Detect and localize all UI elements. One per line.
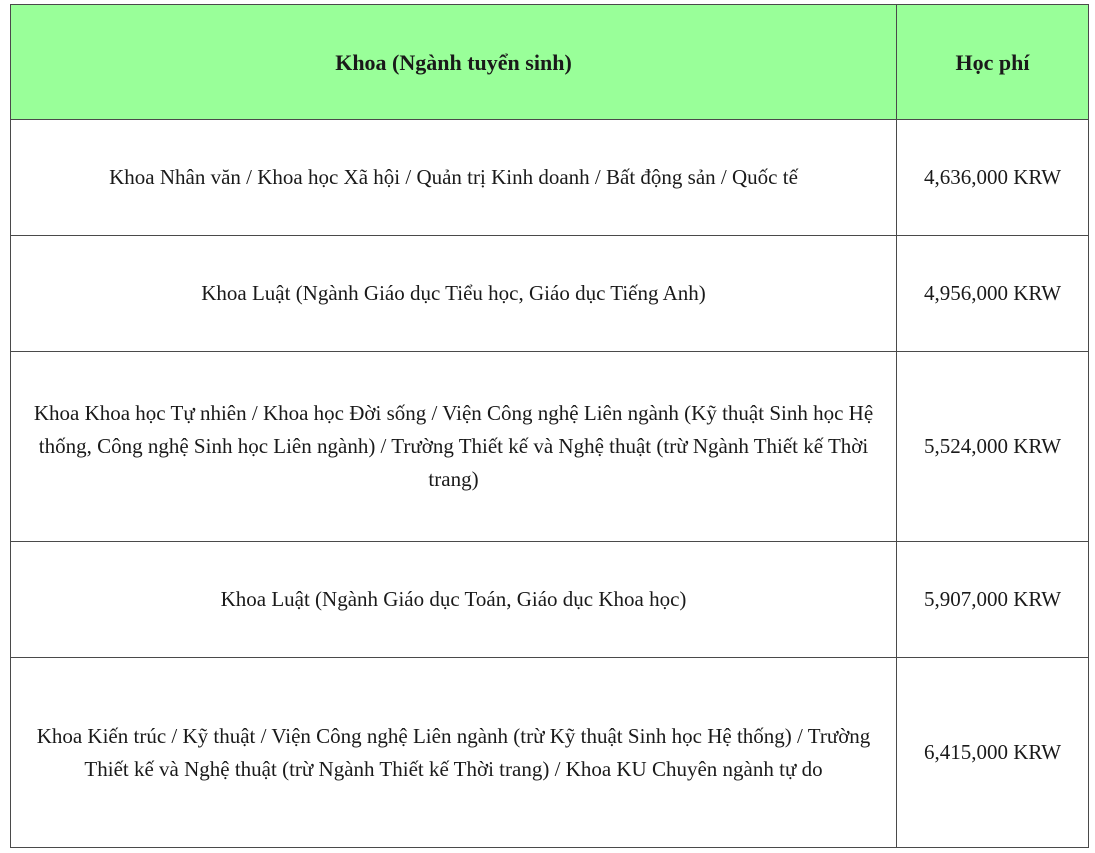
- faculty-cell: Khoa Nhân văn / Khoa học Xã hội / Quản trị Kinh doanh / Bất động sản / Quốc tế: [11, 120, 897, 236]
- faculty-cell: Khoa Khoa học Tự nhiên / Khoa học Đời sống / Viện Công nghệ Liên ngành (Kỹ thuật Sinh học Hệ thống, Công nghệ Sinh học Liên ngành) / Trường Thiết kế và Nghệ thuật (trừ Ngành Thiết kế Thời trang): [11, 352, 897, 542]
- table-header-row: [11, 5, 1089, 120]
- faculty-cell: Khoa Luật (Ngành Giáo dục Toán, Giáo dục Khoa học): [11, 542, 897, 658]
- fee-cell: 4,636,000 KRW: [897, 120, 1089, 236]
- fee-cell: 5,524,000 KRW: [897, 352, 1089, 542]
- header-faculty: Khoa (Ngành tuyển sinh): [11, 5, 897, 120]
- table-row: [11, 352, 1089, 542]
- table-row: [11, 658, 1089, 848]
- faculty-cell: Khoa Kiến trúc / Kỹ thuật / Viện Công nghệ Liên ngành (trừ Kỹ thuật Sinh học Hệ thống) / Trường Thiết kế và Nghệ thuật (trừ Ngành Thiết kế Thời trang) / Khoa KU Chuyên ngành tự do: [11, 658, 897, 848]
- table-row: [11, 542, 1089, 658]
- faculty-cell: Khoa Luật (Ngành Giáo dục Tiểu học, Giáo dục Tiếng Anh): [11, 236, 897, 352]
- table-row: [11, 120, 1089, 236]
- table-row: [11, 236, 1089, 352]
- fee-cell: 4,956,000 KRW: [897, 236, 1089, 352]
- fee-cell: 5,907,000 KRW: [897, 542, 1089, 658]
- tuition-table-container: [10, 4, 1088, 848]
- fee-cell: 6,415,000 KRW: [897, 658, 1089, 848]
- tuition-table: [10, 4, 1089, 848]
- header-fee: Học phí: [897, 5, 1089, 120]
